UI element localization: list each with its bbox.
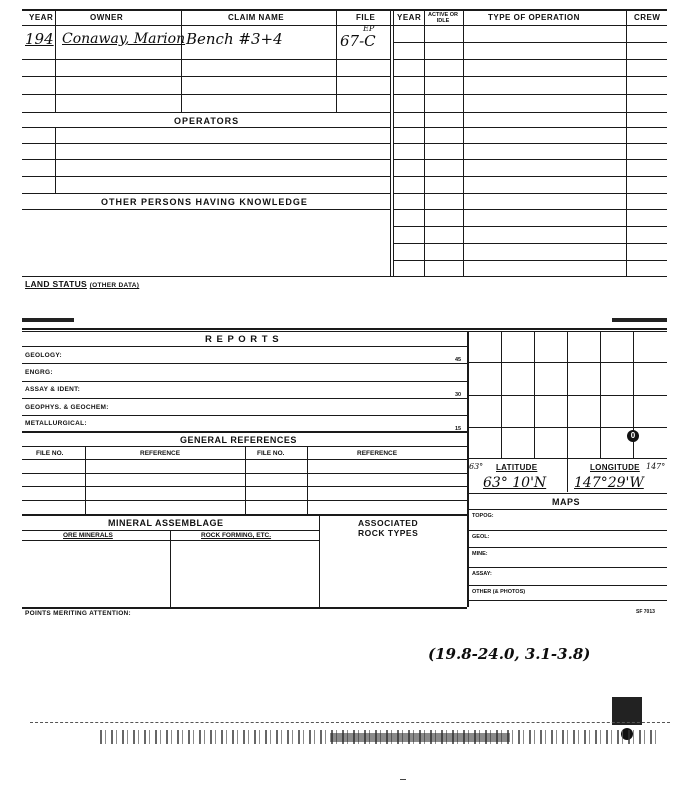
ref-col-file-no-2: FILE NO. bbox=[257, 450, 285, 457]
longitude-value: 147°29'W bbox=[574, 475, 644, 491]
header-type-of-operation: TYPE OF OPERATION bbox=[488, 13, 580, 22]
ref-col-reference: REFERENCE bbox=[140, 450, 181, 457]
ore-minerals-label: ORE MINERALS bbox=[63, 532, 113, 539]
lat-prefix: 63° bbox=[469, 462, 484, 471]
header-active-or-idle: ACTIVE OR IDLE bbox=[428, 12, 458, 24]
grid-marker-text: 0 bbox=[630, 431, 636, 440]
rock-forming-label: ROCK FORMING, ETC. bbox=[201, 532, 272, 539]
header-year-2: YEAR bbox=[397, 13, 422, 22]
ref-col-reference-2: REFERENCE bbox=[357, 450, 398, 457]
entry-file: 67-C bbox=[340, 32, 376, 50]
report-geology-num: 45 bbox=[455, 357, 462, 363]
entry-year: 194 bbox=[25, 30, 54, 48]
entry-file-prefix: EP bbox=[363, 24, 375, 33]
maps-title: MAPS bbox=[552, 497, 581, 507]
report-assay-num: 30 bbox=[455, 392, 462, 398]
lon-suffix: 147° bbox=[646, 462, 666, 471]
land-status-subtitle: (OTHER DATA) bbox=[89, 282, 140, 289]
ref-col-file-no: FILE NO. bbox=[36, 450, 64, 457]
longitude-label: LONGITUDE bbox=[590, 463, 640, 472]
entry-owner: Conaway, Marion bbox=[62, 31, 186, 47]
maps-mine: MINE: bbox=[472, 551, 488, 557]
other-persons-label: OTHER PERSONS HAVING KNOWLEDGE bbox=[101, 197, 308, 207]
report-metallurgical: METALLURGICAL: bbox=[25, 420, 87, 427]
header-year: YEAR bbox=[29, 13, 54, 22]
mineral-assemblage-title: MINERAL ASSEMBLAGE bbox=[108, 518, 224, 528]
maps-topog: TOPOG: bbox=[472, 513, 494, 519]
header-owner: OWNER bbox=[90, 13, 124, 22]
report-metallurgical-num: 15 bbox=[455, 426, 462, 432]
latitude-label: LATITUDE bbox=[496, 463, 538, 472]
general-references-title: GENERAL REFERENCES bbox=[180, 435, 297, 445]
report-geophys: GEOPHYS. & GEOCHEM: bbox=[25, 404, 109, 411]
coordinates-note: (19.8-24.0, 3.1-3.8) bbox=[428, 645, 591, 663]
maps-other: OTHER (& PHOTOS) bbox=[472, 589, 526, 595]
grid-marker-icon bbox=[627, 430, 639, 442]
reports-title: R E P O R T S bbox=[205, 334, 280, 345]
report-geology: GEOLOGY: bbox=[25, 352, 62, 359]
associated-label: ASSOCIATED bbox=[358, 518, 419, 528]
header-claim-name: CLAIM NAME bbox=[228, 13, 285, 22]
form-code: SF 7013 bbox=[636, 609, 655, 615]
maps-assay: ASSAY: bbox=[472, 571, 492, 577]
land-status-title: LAND STATUS bbox=[25, 279, 88, 289]
report-engrg: ENGRG: bbox=[25, 369, 53, 376]
operators-label: OPERATORS bbox=[174, 116, 240, 126]
header-file: FILE bbox=[356, 13, 376, 22]
points-meriting-attention-label: POINTS MERITING ATTENTION: bbox=[25, 610, 132, 617]
land-status-label bbox=[25, 279, 139, 289]
report-assay: ASSAY & IDENT: bbox=[25, 386, 81, 393]
entry-claim-name: Bench #3+4 bbox=[186, 30, 283, 48]
latitude-value: 63° 10'N bbox=[483, 475, 547, 491]
rock-types-label: ROCK TYPES bbox=[358, 528, 419, 538]
maps-geol: GEOL: bbox=[472, 534, 490, 540]
header-crew: CREW bbox=[634, 13, 661, 22]
